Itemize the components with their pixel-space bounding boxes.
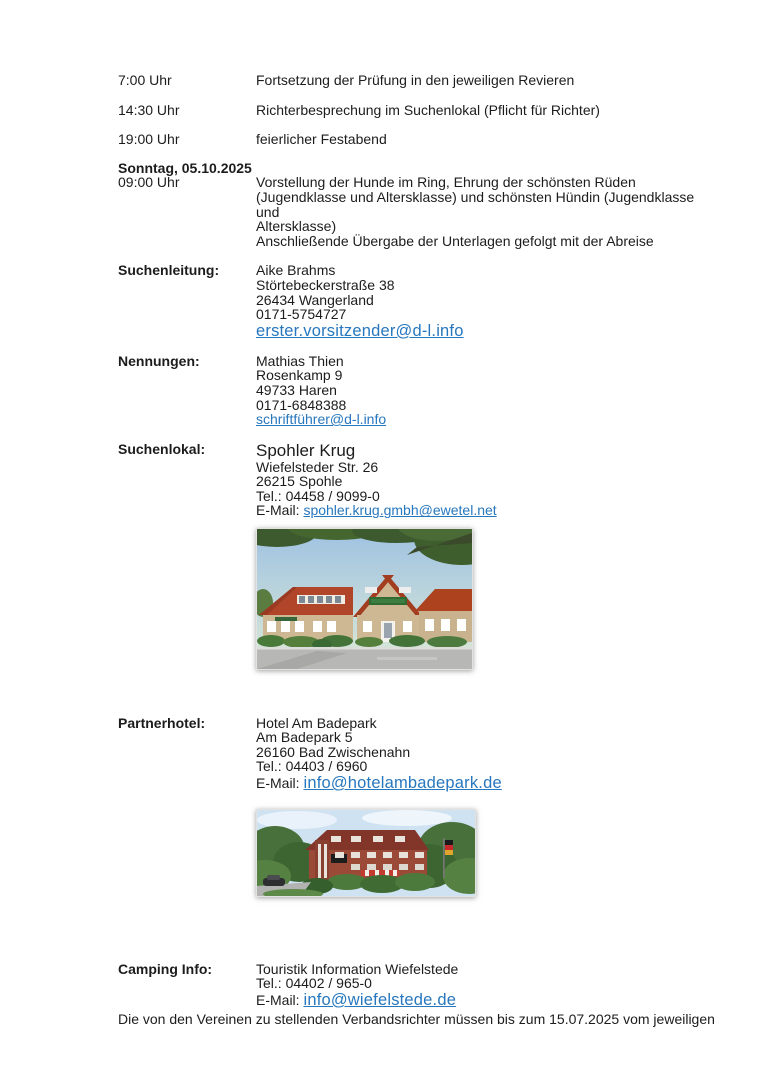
contact-email-line — [256, 503, 718, 518]
email-link-suchenlokal[interactable]: spohler.krug.gmbh@ewetel.net — [303, 502, 497, 519]
schedule-desc: Fortsetzung der Prüfung in den jeweiligen Revieren — [256, 72, 575, 88]
contact-city: 49733 Haren — [256, 381, 337, 398]
contact-email-line — [256, 991, 718, 1010]
contact-nennungen — [118, 354, 718, 427]
schedule-row-sunday — [118, 175, 718, 248]
schedule-time: 19:00 Uhr — [118, 131, 180, 148]
schedule-desc-line: Altersklasse) — [256, 218, 337, 235]
contact-city: 26434 Wangerland — [256, 291, 374, 308]
contact-label: Suchenlokal: — [118, 440, 206, 457]
schedule-row-2 — [118, 103, 718, 118]
schedule-desc-line: (Jugendklasse und Altersklasse) und schönsten Hündin (Jugendklasse und — [256, 188, 695, 220]
schedule-time: 14:30 Uhr — [118, 101, 180, 118]
contact-name: Mathias Thien — [256, 352, 344, 369]
schedule-row-1 — [118, 73, 718, 88]
contact-phone: Tel.: 04402 / 965-0 — [256, 975, 372, 992]
contact-street: Wiefelsteder Str. 26 — [256, 458, 379, 475]
schedule-time: 7:00 Uhr — [118, 72, 172, 88]
hotel-name: Hotel Am Badepark — [256, 714, 377, 731]
email-prefix: E-Mail: — [256, 775, 304, 792]
contact-name: Aike Brahms — [256, 262, 336, 279]
contact-email-line — [256, 774, 718, 793]
contact-street: Rosenkamp 9 — [256, 367, 343, 384]
contact-details — [256, 442, 718, 518]
contact-city: 26160 Bad Zwischenahn — [256, 743, 411, 760]
contact-details — [256, 716, 718, 793]
contact-street: Störtebeckerstraße 38 — [256, 276, 395, 293]
sunday-date-heading: Sonntag, 05.10.2025 — [118, 159, 252, 176]
email-link-suchenleitung[interactable]: erster.vorsitzender@d-l.info — [256, 321, 464, 340]
email-link-partnerhotel[interactable]: info@hotelambadepark.de — [303, 774, 502, 793]
email-prefix: E-Mail: — [256, 991, 304, 1008]
camping-name: Touristik Information Wiefelstede — [256, 960, 459, 977]
contact-label: Suchenleitung: — [118, 262, 220, 279]
email-link-nennungen[interactable]: schriftführer@d-l.info — [256, 411, 387, 428]
contact-suchenlokal — [118, 442, 718, 518]
contact-phone: Tel.: 04403 / 6960 — [256, 758, 368, 775]
contact-label: Camping Info: — [118, 960, 213, 977]
contact-partnerhotel — [118, 716, 718, 793]
contact-street: Am Badepark 5 — [256, 729, 353, 746]
email-prefix: E-Mail: — [256, 502, 304, 519]
venue-name: Spohler Krug — [256, 440, 356, 460]
footer-note: Die von den Vereinen zu stellenden Verbandsrichter müssen bis zum 15.07.2025 vom jeweiligen — [118, 1010, 715, 1027]
contact-city: 26215 Spohle — [256, 473, 343, 490]
contact-details — [256, 354, 718, 427]
schedule-row-3 — [118, 132, 718, 147]
email-link-camping[interactable]: info@wiefelstede.de — [303, 990, 457, 1009]
contact-suchenleitung — [118, 263, 718, 340]
contact-phone: Tel.: 04458 / 9099-0 — [256, 487, 380, 504]
contact-phone: 0171-5754727 — [256, 306, 347, 323]
contact-label: Partnerhotel: — [118, 714, 206, 731]
suchenlokal-photo — [256, 528, 473, 670]
schedule-desc-multiline — [256, 175, 718, 248]
schedule-desc-line: Anschließende Übergabe der Unterlagen gefolgt mit der Abreise — [256, 232, 654, 249]
contact-camping — [118, 962, 718, 1010]
schedule-desc-line: Vorstellung der Hunde im Ring, Ehrung der schönsten Rüden — [256, 174, 636, 191]
schedule-time: 09:00 Uhr — [118, 174, 180, 191]
contact-details — [256, 263, 718, 340]
partnerhotel-photo — [256, 809, 476, 897]
contact-phone: 0171-6848388 — [256, 396, 347, 413]
schedule-desc: Richterbesprechung im Suchenlokal (Pflicht für Richter) — [256, 101, 600, 118]
contact-label: Nennungen: — [118, 352, 200, 369]
contact-details — [256, 962, 718, 1010]
schedule-desc: feierlicher Festabend — [256, 131, 387, 148]
